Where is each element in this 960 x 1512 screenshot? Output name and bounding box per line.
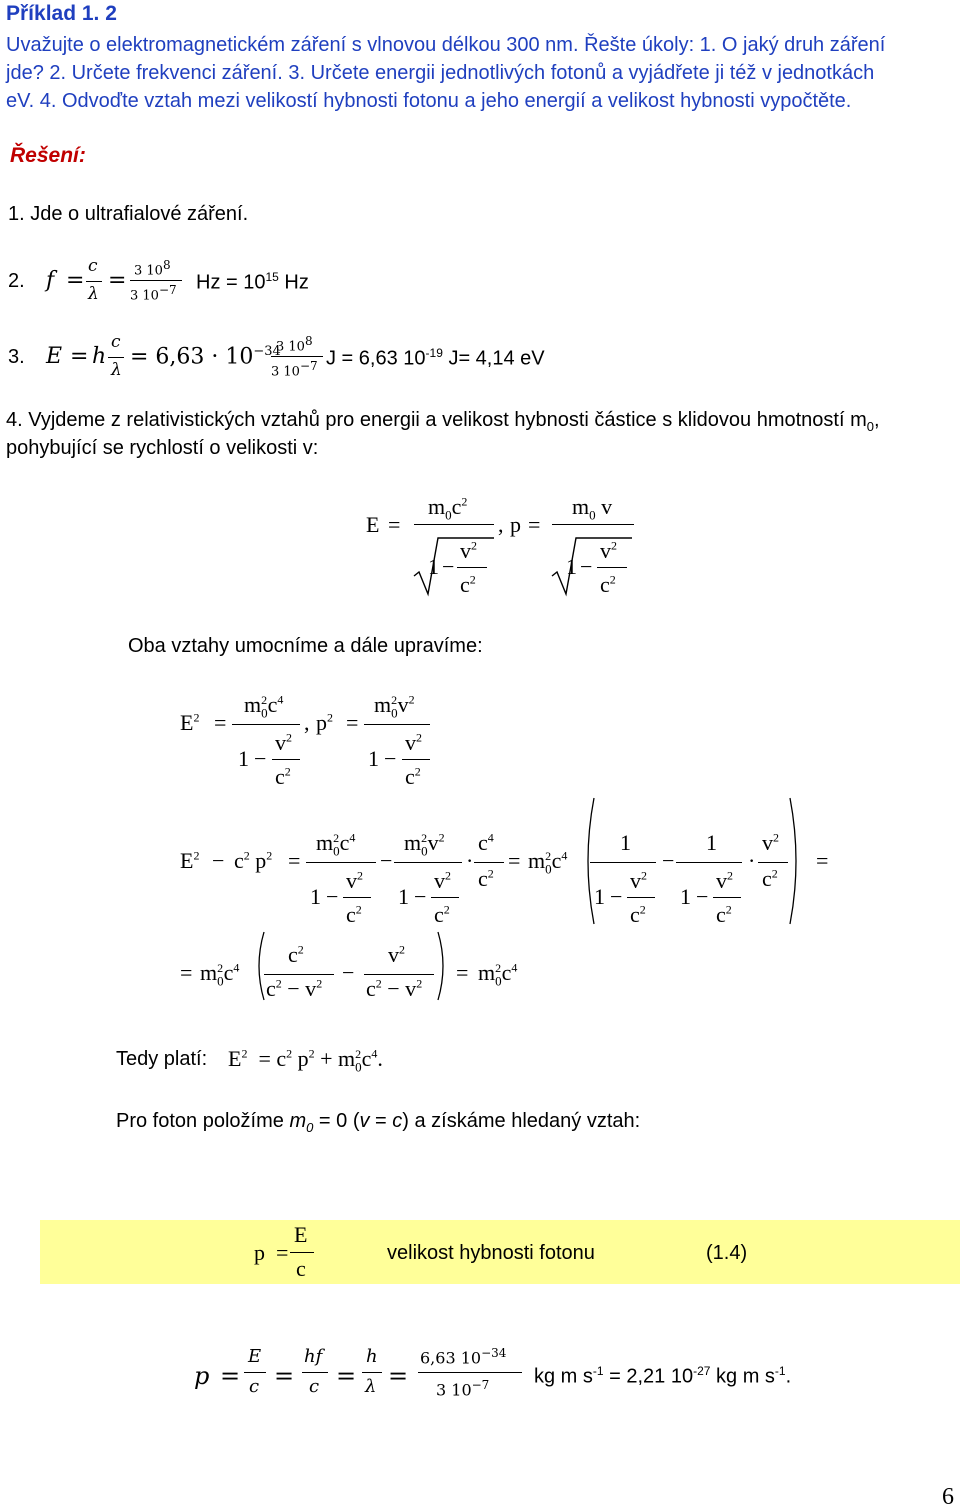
right-paren xyxy=(436,930,450,1002)
step-2-result: $Hz = 10^{15}$ Hz xyxy=(196,270,309,294)
step-4-line: pohybující se rychlostí o velikosti v: xyxy=(6,437,319,459)
final-result: kg m $s^{-1} = 2,21$ $10^{-27}$ kg m $s^{-1}$. xyxy=(534,1364,792,1388)
v-squared: $v^2$ xyxy=(460,538,477,563)
one: 1 xyxy=(398,884,409,909)
fraction-bar xyxy=(758,862,788,863)
v-squared: $v^2$ xyxy=(405,730,422,755)
fraction-bar xyxy=(306,862,376,863)
equals-sign: = xyxy=(66,268,85,293)
v-squared: $v^2$ xyxy=(434,868,451,893)
energy-momentum-relation: $E^2 = c^2$ $p^2 + m^2_0c^4$. xyxy=(228,1046,383,1075)
frac-num: 6,63 $10^{-34}$ xyxy=(420,1346,507,1368)
v-squared: $v^2$ xyxy=(346,868,363,893)
fraction-bar xyxy=(597,567,627,568)
fraction-bar xyxy=(362,1372,382,1373)
minus-sign: − xyxy=(380,848,393,873)
step-3-constant: = $6,63 \cdot 10^{-34}$ xyxy=(130,344,281,370)
v-squared: $v^2$ xyxy=(630,868,647,893)
comma: , xyxy=(498,512,504,537)
solution-label: Řešení: xyxy=(10,144,86,167)
p-equals: p = xyxy=(254,1240,289,1265)
equals-sign: = xyxy=(388,512,401,537)
c-fourth: $c^4$ xyxy=(478,830,494,855)
numerator: $m^2_0v^2$ xyxy=(374,692,415,721)
fraction-bar xyxy=(414,524,494,525)
equals-sign: = xyxy=(456,960,469,985)
c-squared: $c^2$ xyxy=(600,572,616,597)
planck-h: h xyxy=(92,344,107,369)
one: 1 xyxy=(566,554,577,579)
frac-den: c xyxy=(309,1376,320,1397)
numerator: $m_0$ v xyxy=(572,494,613,523)
c2-minus-v2: $c^2 - v^2$ xyxy=(366,976,423,1001)
task-line: jde? 2. Určete frekvenci záření. 3. Určete energii jednotlivých fotonů a vyjádřete ji též v jednotkách xyxy=(6,62,875,84)
fraction-bar xyxy=(552,524,634,525)
c-squared: $c^2$ xyxy=(405,764,421,789)
minus-sign: − xyxy=(696,884,709,909)
numerator: $m^2_0v^2$ xyxy=(404,830,445,859)
equation-number: (1.4) xyxy=(706,1242,748,1264)
frac-num: hf xyxy=(304,1346,323,1367)
c-squared: $c^2$ xyxy=(716,902,732,927)
fraction-bar xyxy=(394,862,462,863)
step-4-line: 4. Vyjdeme z relativistických vztahů pro energii a velikost hybnosti částice s klidovou hmotností $m_0$, xyxy=(6,409,880,434)
frac-num: h xyxy=(366,1346,378,1367)
frac-den-lambda: λ xyxy=(88,284,99,304)
frac-den: 3 10−7 xyxy=(130,283,177,304)
fraction-bar xyxy=(244,1372,266,1373)
E-squared: $E^2$ xyxy=(180,848,200,873)
numerator: $m^2_0c^4$ xyxy=(244,692,284,721)
frac-num-c: c xyxy=(88,256,98,276)
fraction-bar xyxy=(272,759,300,760)
one: 1 xyxy=(620,830,631,855)
E-squared: $E^2$ xyxy=(180,710,200,735)
tedy-label: Tedy platí: xyxy=(116,1048,208,1070)
equals-sign: = xyxy=(508,848,521,873)
equals-sign: = xyxy=(274,1362,295,1390)
fraction-bar xyxy=(457,567,487,568)
final-p: p xyxy=(194,1362,210,1390)
equals-sign: = xyxy=(388,1362,409,1390)
comma: , xyxy=(304,710,310,735)
equals-sign: = xyxy=(346,710,359,735)
fraction-bar xyxy=(271,356,323,357)
one: 1 xyxy=(428,554,439,579)
frac-den: 3 $10^{-7}$ xyxy=(436,1378,490,1400)
minus-sign: − xyxy=(580,554,593,579)
fraction-bar xyxy=(290,1252,314,1253)
fraction-bar xyxy=(474,862,504,863)
fraction-bar xyxy=(302,1372,328,1373)
frac-num: 3 108 xyxy=(134,258,171,279)
one: 1 xyxy=(680,884,691,909)
fraction-bar xyxy=(676,862,742,863)
c-squared: $c^2$ xyxy=(434,902,450,927)
fraction-bar xyxy=(130,280,182,281)
fraction-bar xyxy=(364,724,430,725)
left-paren xyxy=(252,930,266,1002)
task-line: eV. 4. Odvoďte vztah mezi velikostí hybnosti fotonu a jeho energií a velikost hybnosti vypočtěte. xyxy=(6,90,852,112)
c-squared: $c^2$ xyxy=(346,902,362,927)
dot-operator: · xyxy=(466,848,474,873)
equals-sign: = xyxy=(336,1362,357,1390)
E-num: E xyxy=(294,1222,308,1247)
c-squared: $c^2$ xyxy=(275,764,291,789)
equals-sign: = xyxy=(220,1362,241,1390)
equals-sign: = xyxy=(108,268,127,293)
frac-den: λ xyxy=(365,1376,377,1397)
fraction-bar xyxy=(402,759,430,760)
one: 1 xyxy=(238,746,249,771)
equals-sign: = xyxy=(214,710,227,735)
right-paren xyxy=(788,796,804,926)
one: 1 xyxy=(706,830,717,855)
equals-sign: = xyxy=(816,848,829,873)
v-squared: $v^2$ xyxy=(275,730,292,755)
equals-sign: = xyxy=(288,848,301,873)
c-squared: $c^2$ xyxy=(762,866,778,891)
v-squared: $v^2$ xyxy=(600,538,617,563)
c2-minus-v2: $c^2 - v^2$ xyxy=(266,976,323,1001)
m0c4: $m^2_0c^4$ xyxy=(200,960,240,989)
box-label: velikost hybnosti fotonu xyxy=(387,1242,595,1264)
v-squared: $v^2$ xyxy=(716,868,733,893)
fraction-bar xyxy=(232,724,300,725)
step-2-f: f xyxy=(46,268,55,293)
c-squared: $c^2$ xyxy=(288,942,304,967)
eq-E: E xyxy=(366,512,380,537)
step-3-number: 3. xyxy=(8,346,25,368)
minus-sign: − xyxy=(212,848,225,873)
c2p2: $c^2$ $p^2$ xyxy=(234,848,273,873)
m0c4: $m^2_0c^4$ xyxy=(478,960,518,989)
one: 1 xyxy=(310,884,321,909)
minus-sign: − xyxy=(384,746,397,771)
fraction-bar xyxy=(431,897,459,898)
fraction-bar xyxy=(590,862,656,863)
frac-den-lambda: λ xyxy=(111,360,122,380)
numerator: $m_0c^2$ xyxy=(428,494,468,523)
square-text: Oba vztahy umocníme a dále upravíme: xyxy=(128,635,483,657)
fraction-bar xyxy=(627,897,655,898)
fraction-bar xyxy=(108,357,124,358)
m0c4: $m^2_0c^4$ xyxy=(528,848,568,877)
v-squared: $v^2$ xyxy=(762,830,779,855)
frac-num-c: c xyxy=(111,332,121,352)
fraction-bar xyxy=(86,281,102,282)
page-number: 6 xyxy=(942,1484,954,1510)
v-squared: $v^2$ xyxy=(388,942,405,967)
c-squared: $c^2$ xyxy=(630,902,646,927)
step-3-E: E xyxy=(46,344,63,369)
frac-num: E xyxy=(248,1346,262,1367)
fraction-bar xyxy=(343,897,371,898)
frac-num: 3 108 xyxy=(276,334,313,355)
p-squared: $p^2$ xyxy=(316,710,333,735)
minus-sign: − xyxy=(414,884,427,909)
frac-den: c xyxy=(249,1376,260,1397)
one: 1 xyxy=(594,884,605,909)
equals-sign: = xyxy=(180,960,193,985)
minus-sign: − xyxy=(610,884,623,909)
fraction-bar xyxy=(713,897,741,898)
example-heading: Příklad 1. 2 xyxy=(6,2,117,25)
c-squared: $c^2$ xyxy=(460,572,476,597)
one: 1 xyxy=(368,746,379,771)
minus-sign: − xyxy=(342,960,355,985)
fraction-bar xyxy=(418,1372,522,1373)
task-line: Uvažujte o elektromagnetickém záření s vlnovou délkou 300 nm. Řešte úkoly: 1. O jaký druh záření xyxy=(6,34,886,56)
c-squared: $c^2$ xyxy=(478,866,494,891)
step-2-number: 2. xyxy=(8,270,25,292)
minus-sign: − xyxy=(254,746,267,771)
fraction-bar xyxy=(264,974,334,975)
frac-den: 3 10−7 xyxy=(271,359,318,380)
step-3-result: J = 6,63 $10^{-19}$ J= 4,14 eV xyxy=(326,346,545,370)
fraction-bar xyxy=(364,974,434,975)
equals-sign: = xyxy=(70,344,89,369)
dot-operator: · xyxy=(748,848,756,873)
minus-sign: − xyxy=(662,848,675,873)
minus-sign: − xyxy=(442,554,455,579)
minus-sign: − xyxy=(326,884,339,909)
c-den: c xyxy=(296,1256,306,1281)
photon-text: Pro foton položíme $m_0 = 0$ (v = c) a získáme hledaný vztah: xyxy=(116,1110,641,1135)
eq-p: p xyxy=(510,512,521,537)
numerator: $m^2_0c^4$ xyxy=(316,830,356,859)
equals-sign: = xyxy=(528,512,541,537)
step-1: 1. Jde o ultrafialové záření. xyxy=(8,203,249,225)
